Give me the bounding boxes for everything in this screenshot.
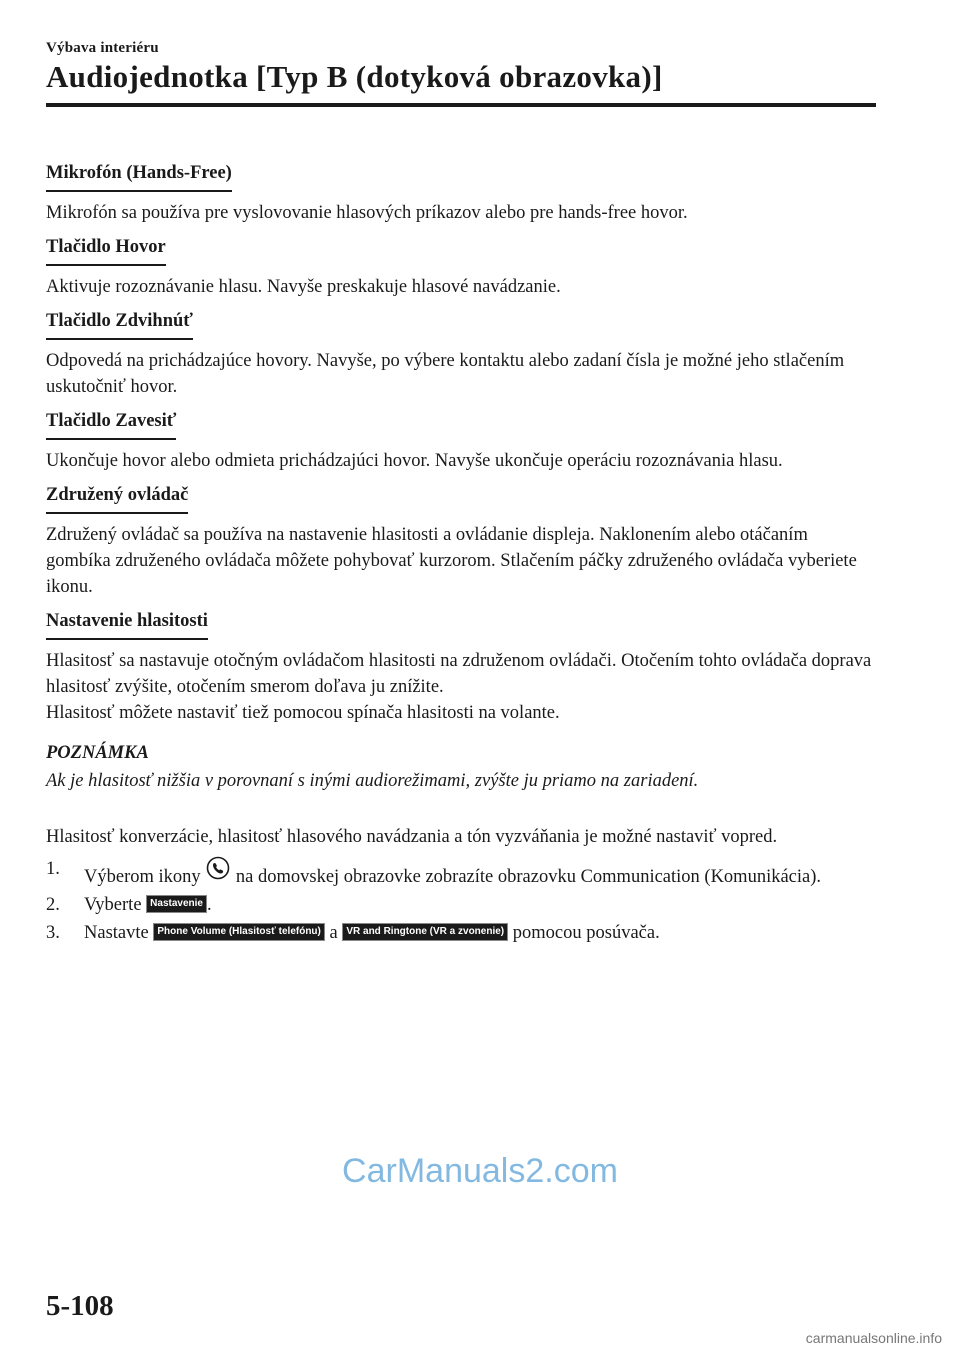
paragraph-mic: Mikrofón sa používa pre vyslovovanie hlasových príkazov alebo pre hands-free hovor. (46, 203, 688, 223)
step-text: pomocou posúvača. (512, 923, 660, 943)
subheading-mic: Mikrofón (Hands-Free) (46, 160, 232, 192)
settings-button-chip: Nastavenie (146, 895, 207, 913)
steps-list (46, 856, 876, 946)
step-item (46, 856, 876, 890)
page-header (46, 40, 876, 107)
step-text: Výberom ikony (84, 867, 201, 887)
step-number: 2. (46, 895, 60, 915)
paragraph-hangup: Ukončuje hovor alebo odmieta prichádzajúci hovor. Navyše ukončuje operáciu rozoznávania hlasu. (46, 451, 783, 471)
subheading-volume: Nastavenie hlasitosti (46, 608, 208, 640)
subheading-pickup: Tlačidlo Zdvihnúť (46, 308, 193, 340)
paragraph-talk: Aktivuje rozoznávanie hlasu. Navyše preskakuje hlasové navádzanie. (46, 277, 561, 297)
step-text: a (329, 923, 338, 943)
main-content (46, 160, 876, 946)
subheading-hangup: Tlačidlo Zavesiť (46, 408, 176, 440)
step-text: na domovskej obrazovke zobrazíte obrazovku Communication (Komunikácia). (235, 867, 822, 887)
paragraph-volume-2: Hlasitosť môžete nastaviť tiež pomocou spínača hlasitosti na volante. (46, 703, 560, 723)
vr-ringtone-button-chip: VR and Ringtone (VR a zvonenie) (342, 923, 508, 941)
step-text: Vyberte (84, 895, 142, 915)
step-number: 1. (46, 859, 60, 879)
section-label: Výbava interiéru (46, 40, 159, 56)
paragraph-pickup: Odpovedá na prichádzajúce hovory. Navyše, po výbere kontaktu alebo zadaní čísla je možné jeho stlačením uskutočniť hovor. (46, 351, 845, 397)
paragraph-conv-intro: Hlasitosť konverzácie, hlasitosť hlasového navádzania a tón vyzváňania je možné nastaviť vopred. (46, 827, 778, 847)
step-text: . (206, 895, 212, 915)
phone-icon (205, 856, 231, 880)
paragraph-volume-1: Hlasitosť sa nastavuje otočným ovládačom hlasitosti na združenom ovládači. Otočením tohto ovládača doprava hlasitosť zvýšite, otočením smerom doľava ju znížite. (46, 651, 872, 697)
step-number: 3. (46, 923, 60, 943)
step-item (46, 892, 876, 918)
paragraph-commander: Združený ovládač sa používa na nastavenie hlasitosti a ovládanie displeja. Naklonením alebo otáčaním gombíka združeného ovládača môžete pohybovať kurzorom. Stlačením páčky združeného ovládača vyberiete ikonu. (46, 525, 857, 597)
note-title: POZNÁMKA (46, 743, 149, 763)
subheading-talk: Tlačidlo Hovor (46, 234, 166, 266)
watermark: CarManuals2.com (342, 1152, 618, 1190)
page-number: 5-108 (46, 1290, 114, 1322)
step-text: Nastavte (84, 923, 149, 943)
subheading-commander: Združený ovládač (46, 482, 188, 514)
header-rule (46, 103, 876, 107)
note-text: Ak je hlasitosť nižšia v porovnaní s inými audiorežimami, zvýšte ju priamo na zariadení. (46, 771, 699, 791)
page-title: Audiojednotka [Typ B (dotyková obrazovka)] (46, 59, 663, 94)
step-item (46, 920, 876, 946)
footer-site: carmanualsonline.info (805, 1330, 942, 1346)
phone-volume-button-chip: Phone Volume (Hlasitosť telefónu) (153, 923, 325, 941)
